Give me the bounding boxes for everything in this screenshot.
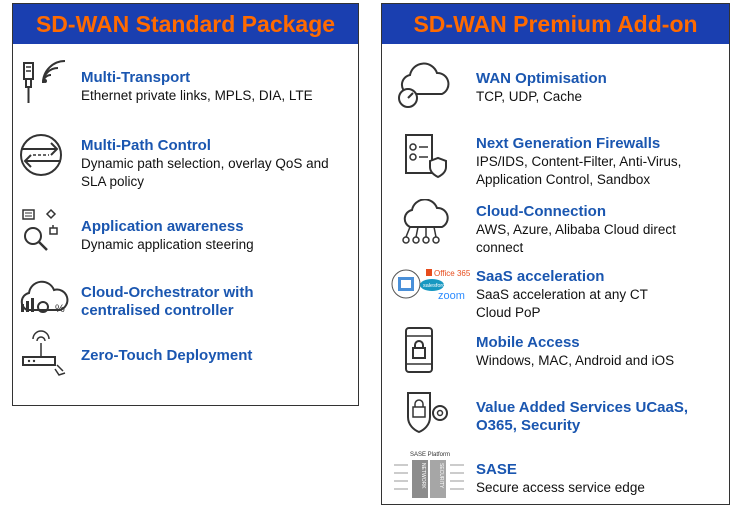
salesforce-logo-text: salesforce	[423, 283, 449, 289]
app-magnifier-icon	[17, 206, 69, 254]
cloud-analytics-icon	[15, 276, 71, 324]
feature-description: Dynamic path selection, overlay QoS and SLA policy	[81, 156, 329, 189]
feature-description: AWS, Azure, Alibaba Cloud direct connect	[476, 222, 676, 255]
feature-title: WAN Optimisation	[476, 70, 607, 87]
standard-package-title: SD-WAN Standard Package	[13, 4, 358, 44]
feature-description: IPS/IDS, Content-Filter, Anti-Virus, Application Control, Sandbox	[476, 154, 682, 187]
feature-title: Next Generation Firewalls	[476, 135, 661, 152]
sase-network-label: NETWORK	[420, 463, 426, 489]
feature-title: Multi-Path Control	[81, 137, 211, 154]
feature-description: Windows, MAC, Android and iOS	[476, 353, 675, 368]
feature-title: Mobile Access	[476, 334, 580, 351]
feature-description: SaaS acceleration at any CT Cloud PoP	[476, 287, 648, 320]
feature-title: Multi-Transport	[81, 69, 191, 86]
feature-title: SaaS acceleration	[476, 268, 605, 285]
premium-addon-panel	[381, 3, 730, 505]
feature-title: Cloud-Orchestrator with centralised controller	[81, 284, 254, 319]
cloud-speedometer-icon	[392, 60, 450, 108]
firewall-checklist-icon	[400, 133, 452, 181]
saas-logos-icon	[390, 266, 472, 302]
svg-text:%: %	[55, 303, 65, 315]
feature-title: SASE	[476, 461, 517, 478]
zoom-logo-text: zoom	[438, 290, 465, 302]
sase-security-label: SECURITY	[438, 463, 444, 489]
mobile-lock-icon	[402, 326, 454, 374]
feature-title: Value Added Services UCaaS, O365, Security	[476, 399, 689, 434]
sase-platform-icon	[392, 449, 466, 501]
multipath-arrows-icon	[17, 131, 69, 179]
office-365-logo-text: Office 365	[434, 269, 471, 278]
shield-gear-icon	[402, 389, 454, 437]
sase-platform-label: SASE Platform	[410, 452, 451, 458]
feature-description: TCP, UDP, Cache	[476, 89, 583, 104]
feature-title: Zero-Touch Deployment	[81, 347, 253, 364]
standard-package-panel	[12, 3, 359, 406]
feature-description: Dynamic application steering	[81, 237, 254, 252]
ethernet-wifi-icon	[17, 59, 69, 107]
cloud-network-icon	[396, 199, 454, 247]
premium-addon-title: SD-WAN Premium Add-on	[382, 4, 729, 44]
feature-title: Cloud-Connection	[476, 203, 606, 220]
feature-description: Ethernet private links, MPLS, DIA, LTE	[81, 88, 313, 103]
router-touch-icon	[17, 329, 69, 377]
feature-description: Secure access service edge	[476, 480, 645, 495]
feature-title: Application awareness	[81, 218, 244, 235]
